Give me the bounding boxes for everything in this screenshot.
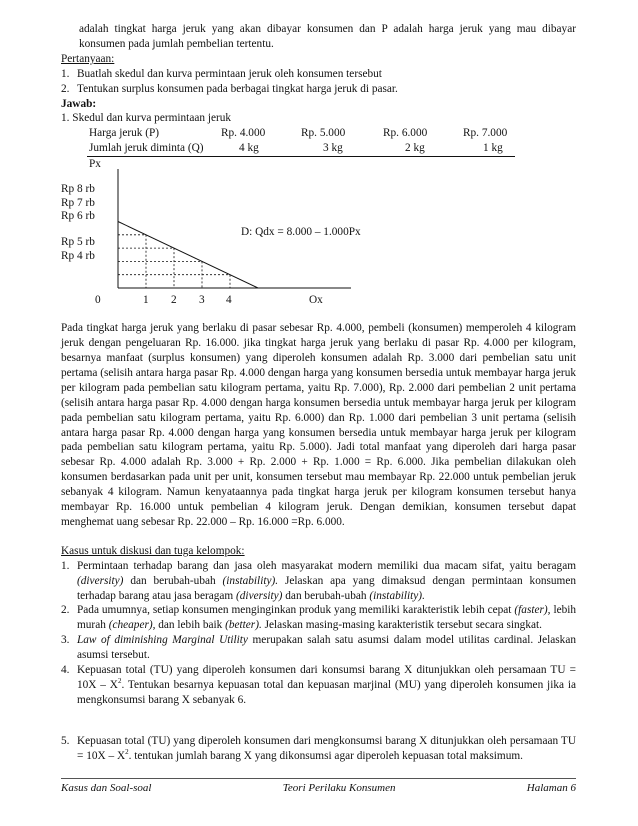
- item-text: Jelaskan apa yang dimaksud dengan permintaan konsumen terhadap barang atau jasa beragam: [77, 574, 576, 602]
- item-text: Tentukan surplus konsumen pada berbagai tingkat harga jeruk di pasar.: [77, 82, 398, 95]
- pertanyaan-item: [61, 67, 576, 82]
- kasus-item: [61, 603, 576, 633]
- x-tick-label: 1: [143, 294, 149, 307]
- pertanyaan-heading-text: Pertanyaan:: [61, 52, 115, 65]
- table-cell: 2 kg: [381, 141, 461, 156]
- kasus-item: [61, 633, 576, 663]
- kasus-item: [61, 559, 576, 604]
- table-cell: 4 kg: [219, 141, 299, 156]
- x-tick-label: 2: [171, 294, 177, 307]
- jawab-sub: 1. Skedul dan kurva permintaan jeruk: [61, 112, 232, 125]
- demand-curve: [118, 222, 258, 289]
- item-term: (instability).: [369, 589, 425, 602]
- page-footer: [61, 778, 576, 796]
- row-label: Jumlah jeruk diminta (Q): [87, 141, 219, 156]
- item-text: Kepuasan total (TU) yang diperoleh konsumen dari mengkonsumsi barang X ditunjukkan oleh persamaan TU = 10X – X: [77, 734, 576, 762]
- table-cell: Rp. 6.000: [383, 127, 428, 140]
- y-axis-label: Px: [89, 158, 101, 171]
- pertanyaan-item: [61, 82, 576, 97]
- table-cell: 3 kg: [299, 141, 381, 156]
- schedule-table: [87, 126, 515, 157]
- table-cell: Rp. 4.000: [221, 127, 266, 140]
- kasus-item: [61, 734, 576, 764]
- y-tick-label: Rp 4 rb: [61, 250, 95, 263]
- item-number: 2.: [61, 82, 70, 95]
- item-number: 5.: [61, 734, 70, 747]
- item-text: lebih murah: [77, 604, 577, 632]
- pertanyaan-heading: [61, 52, 576, 67]
- row-label: Harga jeruk (P): [89, 127, 160, 140]
- item-number: 1.: [61, 67, 70, 80]
- item-text: Kepuasan total (TU) yang diperoleh konsumen dari konsumsi barang X ditunjukkan oleh persamaan TU = 10X – X: [77, 664, 576, 691]
- item-number: 3.: [61, 634, 70, 647]
- item-term: (diversity): [77, 574, 124, 587]
- footer-left: Kasus dan Soal-soal: [61, 782, 152, 794]
- jawab-heading: Jawab:: [61, 97, 97, 110]
- table-cell: 1 kg: [461, 141, 515, 156]
- item-number: 1.: [61, 559, 70, 572]
- item-text: . Tentukan besarnya kepuasan total dan kepuasan marjinal (MU) yang diperoleh konsumen jika ia mengkonsumsi barang X sebanyak 6.: [77, 679, 576, 706]
- schedule-row-price: [87, 126, 515, 141]
- item-term: (faster),: [514, 604, 551, 617]
- item-term: (diversity): [236, 589, 283, 602]
- schedule-row-quantity: [87, 141, 515, 156]
- demand-equation: D: Qdx = 8.000 – 1.000Px: [241, 226, 361, 239]
- y-tick-label: Rp 5 rb: [61, 236, 95, 249]
- item-text: dan lebih baik: [158, 619, 223, 632]
- x-tick-label: 4: [226, 294, 232, 307]
- item-term: (better).: [225, 619, 262, 632]
- footer-center: Teori Perilaku Konsumen: [282, 782, 396, 794]
- item-text: Permintaan terhadap barang dan jasa oleh masyarakat modern memiliki dua macam sifat, yaitu beragam: [77, 559, 576, 572]
- item-term: (instability).: [222, 574, 279, 587]
- page-content: [61, 22, 576, 764]
- table-cell: Rp. 5.000: [301, 127, 346, 140]
- footer-right: Halaman 6: [526, 782, 576, 794]
- item-text: Jelaskan masing-masing karakteristik tersebut secara singkat.: [264, 619, 542, 632]
- y-tick-label: Rp 6 rb: [61, 210, 95, 223]
- table-cell: Rp. 7.000: [463, 127, 508, 140]
- item-text: Pada umumnya, setiap konsumen menginginkan produk yang memiliki karakteristik lebih cepat: [77, 604, 512, 617]
- superscript: 2: [125, 747, 129, 756]
- superscript: 2: [117, 677, 122, 686]
- item-text: . tentukan jumlah barang X yang dikonsumsi agar diperoleh kepuasan total maksimum.: [128, 749, 523, 762]
- item-number: 2.: [61, 604, 70, 617]
- kasus-item: [61, 663, 576, 708]
- y-tick-label: Rp 7 rb: [61, 197, 95, 210]
- item-text: merupakan salah satu asumsi dalam model utilitas cardinal. Jelaskan asumsi tersebut.: [77, 634, 576, 662]
- item-text: dan berubah-ubah: [285, 589, 367, 602]
- kasus-heading-text: Kasus untuk diskusi dan tuga kelompok:: [61, 544, 245, 557]
- x-tick-label: 3: [199, 294, 205, 307]
- x-axis-label: Ox: [309, 294, 323, 307]
- kasus-heading: [61, 544, 576, 559]
- demand-chart: [61, 157, 576, 315]
- explanation-paragraph: Pada tingkat harga jeruk yang berlaku di pasar sebesar Rp. 4.000, pembeli (konsumen) memperoleh 4 kilogram jeruk dengan pengeluaran Rp. 16.000. jika tingkat harga jeruk yang berlaku di pasar Rp. 4.000 per kilogram, besarnya manfaat (surplus konsumen) yang diperoleh konsumen adalah Rp. 3.000 dari pembelian satu unit pertama (selisih antara harga pasar Rp. 4.000 dengan harga yang konsumen bersedia untuk membayar harga jeruk per kilogram pada pembelian satu kilogram pertama, yaitu Rp. 7.000), Rp. 2.000 dari pembelian 2 unit pertama (selisih antara harga pasar Rp. 4.000 dengan harga konsumen bersedia untuk membayar harga jeruk per kilogram pada pembelian satu kilogram pertama, yaitu Rp. 6.000) dan Rp. 1.000 dari pembelian 3 unit pertama (selisih antara harga pasar Rp. 4.000 dengan harga yang konsumen bersedia untuk membayar harga jeruk per kilogram pada pembelian satu kilogram pertama, yaitu Rp. 5.000). Jadi total manfaat yang diperoleh dari harga pasar sebesar Rp. 4.000 adalah Rp. 3.000 + Rp. 2.000 + Rp. 1.000 = Rp. 6.000. Jika pembelian dilakukan oleh konsumen berdasarkan pada unit per unit, konsumen tersebut mau membayar Rp. 22.000 untuk pembelian jeruk sebanyak 4 kilogram. Namun kenyataannya pada tingkat harga jeruk per kilogram konsumen tersebut hanya membayar Rp. 16.000 untuk pembelian 4 kilogram jeruk. Dengan demikian, konsumen tersebut dapat menghemat uang sebesar Rp. 22.000 – Rp. 16.000 =Rp. 6.000.: [61, 322, 576, 528]
- x-tick-label: 0: [95, 294, 101, 307]
- intro-paragraph: adalah tingkat harga jeruk yang akan dibayar konsumen dan P adalah harga jeruk yang mau dibayar konsumen pada jumlah pembelian tertentu.: [79, 23, 576, 50]
- item-term: (cheaper),: [108, 619, 156, 632]
- item-text: dan berubah-ubah: [130, 574, 216, 587]
- item-term: Law of diminishing Marginal Utility: [77, 634, 248, 647]
- y-tick-label: Rp 8 rb: [61, 183, 95, 196]
- item-number: 4.: [61, 664, 70, 677]
- item-text: Buatlah skedul dan kurva permintaan jeruk oleh konsumen tersebut: [77, 67, 382, 80]
